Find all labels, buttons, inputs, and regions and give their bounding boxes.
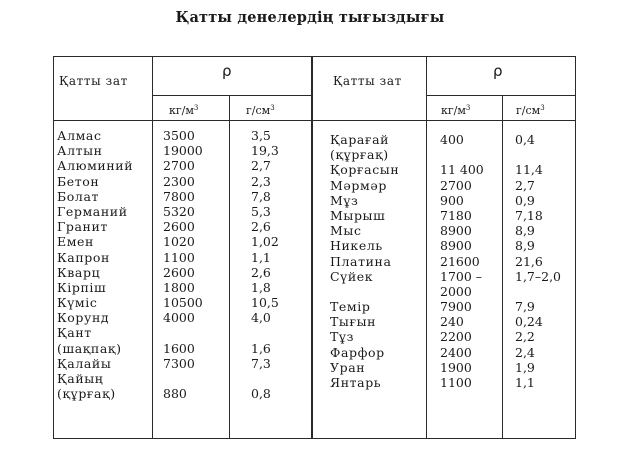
substance-name: Күміс bbox=[57, 295, 98, 311]
page-title: Қатты денелердің тығыздығы bbox=[175, 9, 445, 26]
substance-name: (шақпақ) bbox=[57, 340, 122, 356]
density-g-cm3: 8,9 bbox=[515, 238, 535, 254]
rho-underline-left bbox=[152, 95, 311, 96]
density-kg-m3: 5320 bbox=[163, 203, 195, 219]
density-g-cm3: 7,3 bbox=[251, 355, 271, 371]
density-g-cm3: 2,3 bbox=[251, 173, 271, 189]
substance-name: Мәрмәр bbox=[330, 177, 387, 193]
density-kg-m3 bbox=[163, 325, 203, 340]
substance-name: Бетон bbox=[57, 173, 100, 189]
density-kg-m3: 7900 bbox=[440, 299, 472, 315]
density-g-cm3: 1,9 bbox=[515, 359, 535, 375]
header-substance-right: Қатты зат bbox=[333, 74, 402, 88]
density-g-cm3: 5,3 bbox=[251, 203, 271, 219]
rho-underline-right bbox=[426, 95, 575, 96]
density-g-cm3: 0,24 bbox=[515, 314, 543, 330]
divider-left-name bbox=[152, 56, 153, 439]
substance-name: Фарфор bbox=[330, 344, 385, 360]
substance-name: Алтын bbox=[57, 143, 103, 159]
density-g-cm3: 1,7–2,0 bbox=[515, 268, 562, 284]
header-unit-g-right: $г/см^3$ bbox=[516, 104, 545, 117]
substance-name: Уран bbox=[330, 359, 366, 375]
density-kg-m3: 240 bbox=[440, 314, 464, 330]
substance-name: Тұз bbox=[330, 329, 355, 345]
substance-name: Никель bbox=[330, 238, 383, 254]
substance-name: Кірпіш bbox=[57, 279, 107, 295]
density-kg-m3: 400 bbox=[440, 132, 464, 147]
density-kg-m3: 2400 bbox=[440, 344, 472, 360]
substance-name: Қорғасын bbox=[330, 162, 400, 178]
density-kg-m3: 7180 bbox=[440, 207, 472, 223]
substance-name: Қайың bbox=[57, 371, 104, 386]
substance-name bbox=[330, 284, 399, 299]
right-g-column bbox=[515, 132, 561, 390]
density-kg-m3: 1100 bbox=[440, 375, 472, 390]
density-g-cm3: 1,02 bbox=[251, 234, 279, 250]
density-g-cm3: 0,9 bbox=[515, 192, 535, 208]
density-g-cm3: 21,6 bbox=[515, 253, 543, 269]
substance-name: Корунд bbox=[57, 310, 110, 326]
substance-name: Тығын bbox=[330, 314, 377, 330]
density-kg-m3: 7300 bbox=[163, 355, 195, 371]
substance-name: Кварц bbox=[57, 264, 101, 280]
right-kg-column bbox=[440, 132, 484, 390]
header-unit-kg-left: $кг/м^3$ bbox=[169, 104, 199, 117]
density-kg-m3: 2200 bbox=[440, 329, 472, 345]
divider-center bbox=[311, 56, 313, 439]
substance-name: Қант bbox=[57, 325, 92, 341]
substance-name: (құрғақ) bbox=[330, 147, 389, 163]
density-kg-m3: 8900 bbox=[440, 238, 472, 254]
density-kg-m3: 4000 bbox=[163, 310, 195, 326]
density-g-cm3 bbox=[515, 147, 561, 162]
substance-name: (құрғақ) bbox=[57, 386, 116, 402]
density-kg-m3: 2700 bbox=[163, 158, 195, 174]
header-bottom-line bbox=[53, 120, 575, 121]
substance-name: Германий bbox=[57, 203, 128, 219]
density-kg-m3: 2300 bbox=[163, 173, 195, 189]
substance-name: Болат bbox=[57, 188, 100, 204]
substance-name: Алюминий bbox=[57, 158, 134, 174]
density-kg-m3: 19000 bbox=[163, 143, 203, 159]
density-kg-m3: 8900 bbox=[440, 223, 472, 239]
density-g-cm3: 10,5 bbox=[251, 295, 279, 311]
density-g-cm3: 7,9 bbox=[515, 299, 535, 315]
density-g-cm3: 2,2 bbox=[515, 329, 535, 345]
substance-name: Мыс bbox=[330, 223, 362, 239]
density-g-cm3: 4,0 bbox=[251, 310, 271, 326]
header-rho-right: ρ bbox=[493, 62, 503, 80]
left-name-column bbox=[57, 128, 133, 401]
divider-left-unit bbox=[229, 95, 230, 439]
density-g-cm3: 3,5 bbox=[251, 128, 271, 143]
right-name-column bbox=[330, 132, 399, 390]
density-kg-m3: 880 bbox=[163, 386, 187, 402]
density-g-cm3 bbox=[251, 325, 279, 340]
substance-name: Платина bbox=[330, 253, 392, 269]
density-g-cm3: 7,18 bbox=[515, 207, 543, 223]
density-kg-m3 bbox=[163, 371, 203, 386]
substance-name: Алмас bbox=[57, 128, 102, 143]
substance-name: Мұз bbox=[330, 192, 359, 208]
density-g-cm3: 2,4 bbox=[515, 344, 535, 360]
density-g-cm3: 1,6 bbox=[251, 340, 271, 356]
substance-name: Мырыш bbox=[330, 207, 386, 223]
density-kg-m3: 1020 bbox=[163, 234, 195, 250]
density-g-cm3: 2,7 bbox=[515, 177, 535, 193]
density-g-cm3 bbox=[251, 371, 279, 386]
left-kg-column bbox=[163, 128, 203, 401]
density-kg-m3: 2600 bbox=[163, 264, 195, 280]
density-kg-m3: 1100 bbox=[163, 249, 195, 265]
substance-name: Емен bbox=[57, 234, 94, 250]
divider-right-unit bbox=[502, 95, 503, 439]
left-g-column bbox=[251, 128, 279, 401]
density-kg-m3: 1900 bbox=[440, 359, 472, 375]
density-kg-m3: 21600 bbox=[440, 253, 480, 269]
density-kg-m3: 2000 bbox=[440, 283, 472, 299]
density-g-cm3: 8,9 bbox=[515, 223, 535, 239]
density-kg-m3: 11 400 bbox=[440, 162, 484, 178]
density-kg-m3: 10500 bbox=[163, 295, 203, 311]
header-rho-left: ρ bbox=[222, 62, 232, 80]
substance-name: Қарағай bbox=[330, 132, 390, 147]
substance-name: Капрон bbox=[57, 249, 110, 265]
density-g-cm3: 2,6 bbox=[251, 264, 271, 280]
density-g-cm3: 19,3 bbox=[251, 143, 279, 159]
divider-right-name bbox=[426, 56, 427, 439]
density-kg-m3: 1800 bbox=[163, 279, 195, 295]
density-g-cm3: 1,1 bbox=[515, 375, 535, 390]
substance-name: Янтарь bbox=[330, 375, 382, 390]
density-kg-m3: 2700 bbox=[440, 177, 472, 193]
substance-name: Гранит bbox=[57, 219, 108, 235]
header-unit-kg-right: $кг/м^3$ bbox=[441, 104, 471, 117]
substance-name: Темір bbox=[330, 299, 371, 315]
substance-name: Қалайы bbox=[57, 355, 112, 371]
density-kg-m3: 2600 bbox=[163, 219, 195, 235]
density-g-cm3: 0,4 bbox=[515, 132, 535, 147]
density-kg-m3: 900 bbox=[440, 192, 464, 208]
density-g-cm3: 11,4 bbox=[515, 162, 543, 178]
density-kg-m3: 1700 – bbox=[440, 268, 483, 284]
density-g-cm3: 1,1 bbox=[251, 249, 271, 265]
density-g-cm3: 7,8 bbox=[251, 188, 271, 204]
header-substance-left: Қатты зат bbox=[59, 74, 128, 88]
density-g-cm3: 2,7 bbox=[251, 158, 271, 174]
density-g-cm3: 1,8 bbox=[251, 279, 271, 295]
density-g-cm3: 0,8 bbox=[251, 386, 271, 402]
density-g-cm3: 2,6 bbox=[251, 219, 271, 235]
density-kg-m3: 7800 bbox=[163, 188, 195, 204]
density-kg-m3: 1600 bbox=[163, 340, 195, 356]
density-g-cm3 bbox=[515, 284, 561, 299]
density-table bbox=[53, 56, 577, 440]
density-kg-m3: 3500 bbox=[163, 128, 195, 143]
density-kg-m3 bbox=[440, 147, 484, 162]
header-unit-g-left: $г/см^3$ bbox=[246, 104, 275, 117]
substance-name: Сүйек bbox=[330, 268, 374, 284]
